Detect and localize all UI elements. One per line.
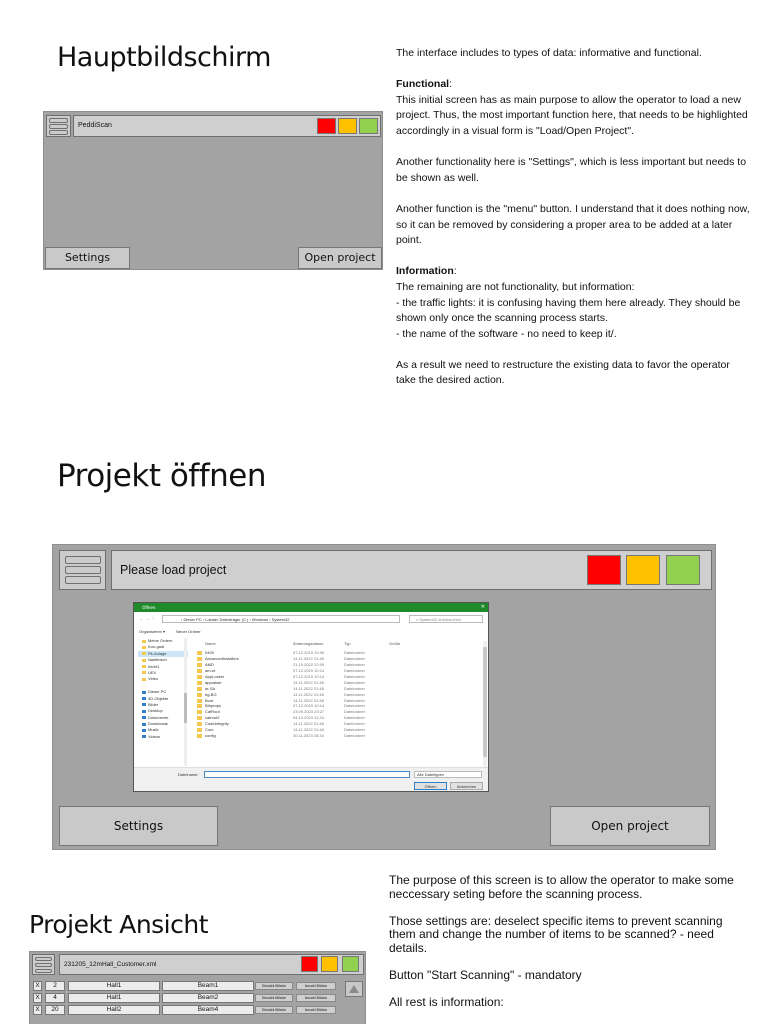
folder-icon — [142, 646, 146, 649]
dialog-toolbar — [139, 629, 211, 634]
nav-pane-item-label: Video — [148, 676, 159, 682]
new-folder-button[interactable]: Neuer Ordner — [176, 629, 201, 634]
note-start-scanning: Button "Start Scanning" - mandatory — [389, 967, 582, 982]
folder-icon — [197, 687, 202, 691]
nav-pane-item-label: Desktop — [148, 708, 163, 714]
file-type: Dateiordner — [344, 661, 365, 667]
note-functional — [396, 77, 752, 139]
folder-icon — [142, 659, 146, 662]
file-name: Boot — [205, 697, 214, 703]
nav-pane-item-label: 3D-Objekte — [148, 695, 169, 701]
hall-cell: Hall1 — [68, 981, 160, 991]
folder-icon — [197, 699, 202, 703]
block-count-button[interactable]: Anzahl Blöcke — [296, 982, 336, 990]
view-blocks-button[interactable]: Einsicht Blöcke — [255, 982, 293, 990]
note-settings: Another functionality here is "Settings", which is less important but needs to be shown as well. — [396, 156, 747, 184]
block-count-button[interactable]: Anzahl Blöcke — [296, 994, 336, 1002]
dialog-cancel-button[interactable]: Abbrechen — [450, 782, 483, 790]
main-screen-mockup — [43, 111, 383, 270]
note-info-line1: The remaining are not functionality, but information: — [396, 280, 635, 293]
note-menu: Another function is the "menu" button. I understand that it does nothing now, so it can be removed by considering a proper area to be added at a later point. — [396, 202, 750, 247]
nav-pane-item-label: Pk-Anlage — [148, 650, 167, 656]
file-name: CodeIntegrity — [205, 721, 229, 727]
file-date: 07.12.2019 10:14 — [293, 667, 325, 673]
traffic-light-amber — [626, 555, 660, 585]
open-file-dialog — [133, 602, 489, 792]
file-date: 04.10.2023 11:34 — [293, 715, 324, 721]
drive-icon — [142, 697, 146, 700]
folder-icon — [142, 665, 146, 668]
file-name: Com — [205, 727, 214, 733]
hamburger-icon — [35, 969, 52, 973]
nav-pane-item-label: Kun-gadt — [148, 644, 165, 650]
navigation-pane — [138, 638, 188, 766]
column-type[interactable]: Typ — [344, 641, 351, 646]
column-size[interactable]: Größe — [389, 641, 401, 646]
note-functional-suffix: : — [449, 78, 453, 91]
file-date: 14.11.2022 21:48 — [293, 679, 324, 685]
file-type: Dateiordner — [344, 721, 365, 727]
drive-icon — [142, 691, 146, 694]
drive-icon — [142, 729, 146, 732]
nav-pane-item-label: Videos — [148, 733, 161, 739]
hamburger-icon — [35, 963, 52, 967]
file-name: AMD — [205, 661, 214, 667]
file-date: 30.11.2023 15:34 — [293, 733, 324, 739]
dialog-footer — [134, 767, 488, 792]
note-intro: The interface includes to types of data: informative and functional. — [396, 47, 702, 59]
view-blocks-button[interactable]: Einsicht Blöcke — [255, 1006, 293, 1014]
drive-icon — [142, 710, 146, 713]
folder-icon — [197, 657, 202, 661]
folder-icon — [197, 681, 202, 685]
drive-icon — [142, 735, 146, 738]
file-date: 07.12.2019 10:14 — [293, 703, 325, 709]
file-type: Dateiordner — [344, 733, 365, 739]
address-bar — [134, 615, 488, 624]
row-checkbox[interactable]: X — [33, 981, 42, 991]
column-name[interactable]: Name — [205, 641, 216, 646]
note-info-suffix: : — [453, 265, 457, 278]
nav-pane-item-label: Nadfleisch — [148, 657, 167, 663]
menu-button[interactable] — [46, 115, 71, 137]
beam-cell: Beam4 — [162, 1005, 254, 1015]
file-name: bg-BG — [205, 691, 217, 697]
organize-button[interactable]: Organisieren ▾ — [139, 629, 166, 634]
folder-icon — [197, 722, 202, 726]
beam-cell: Beam2 — [162, 993, 254, 1003]
section-title-open-project: Projekt öffnen — [57, 458, 266, 494]
dialog-open-button[interactable]: Öffnen — [414, 782, 447, 790]
folder-icon — [197, 704, 202, 708]
note-purpose: The purpose of this screen is to allow the operator to make some neccessary seting before the scanning process. — [389, 873, 734, 901]
row-checkbox[interactable]: X — [33, 1005, 42, 1015]
file-date: 14.11.2022 21:48 — [293, 685, 324, 691]
folder-icon — [197, 734, 202, 738]
file-type: Dateiordner — [344, 709, 365, 715]
settings-button[interactable]: Settings — [59, 806, 218, 846]
section-title-main-screen: Hauptbildschirm — [57, 42, 271, 73]
file-type: Dateiordner — [344, 715, 365, 721]
file-row[interactable] — [194, 733, 484, 739]
traffic-light-red — [587, 555, 621, 585]
folder-icon — [197, 710, 202, 714]
hall-cell: Hall1 — [68, 993, 160, 1003]
file-list — [194, 650, 484, 739]
traffic-light-amber — [338, 118, 357, 134]
drive-icon — [142, 716, 146, 719]
open-project-mockup — [52, 544, 716, 850]
note-info-label: Information — [396, 265, 454, 278]
file-list-scrollbar[interactable] — [483, 641, 487, 767]
file-name: AdvancedInstallers — [205, 655, 239, 661]
file-date: 21.10.2022 22:09 — [293, 661, 325, 667]
nav-scrollbar[interactable] — [184, 638, 187, 766]
file-name: Bthprops — [205, 703, 222, 709]
note-settings-detail: Those settings are: deselect specific items to prevent scanning them and change the number of items to be scanned? - need details. — [389, 913, 723, 955]
open-project-button[interactable]: Open project — [550, 806, 710, 846]
folder-icon — [197, 651, 202, 655]
file-date: 14.11.2022 21:48 — [293, 655, 324, 661]
item-count-field[interactable]: 2 — [45, 981, 65, 991]
nav-pane-item-label: Dokumente — [148, 714, 169, 720]
note-functional-text: This initial screen has as main purpose to allow the operator to load a new project. Thus, the most important function here, that needs to be highlighted accordingly in a visual form is "Load/Open Project". — [396, 93, 748, 137]
note-info-line2: - the traffic lights: it is confusing having them here already. They should be shown only once the scanning process starts. — [396, 296, 741, 325]
settings-button[interactable]: Settings — [45, 247, 130, 269]
file-name: catroot2 — [205, 715, 220, 721]
folder-icon — [197, 663, 202, 667]
file-date: 14.11.2022 21:48 — [293, 697, 324, 703]
nav-pane-item-label: UEV — [148, 669, 157, 675]
note-information-rest: All rest is information: — [389, 994, 504, 1009]
note-functional-label: Functional — [396, 78, 450, 91]
filetype-select[interactable]: Alle Dateitypen — [414, 771, 482, 778]
file-type: Dateiordner — [344, 697, 365, 703]
close-icon[interactable]: ✕ — [480, 604, 485, 610]
hamburger-icon — [49, 124, 67, 129]
view-blocks-button[interactable]: Einsicht Blöcke — [255, 994, 293, 1002]
folder-icon — [142, 640, 146, 643]
section-title-project-view: Projekt Ansicht — [29, 910, 209, 939]
item-count-field[interactable]: 4 — [45, 993, 65, 1003]
project-view-mockup — [29, 951, 366, 1024]
beam-cell: Beam1 — [162, 981, 254, 991]
menu-button[interactable] — [32, 954, 55, 975]
note-result: As a result we need to restructure the existing data to favor the operator take the desired action. — [396, 358, 730, 387]
hall-cell: Hall2 — [68, 1005, 160, 1015]
file-name: CatRoot — [205, 709, 220, 715]
file-type: Dateiordner — [344, 679, 365, 685]
load-project-status: Please load project — [111, 550, 712, 590]
folder-icon — [142, 678, 146, 681]
open-project-button[interactable]: Open project — [298, 247, 382, 269]
project-file-name: 231205_12mHall_Customer.xml — [59, 954, 364, 975]
folder-icon — [197, 693, 202, 697]
folder-icon — [197, 675, 202, 679]
nav-pane-item-label: Meine Ordern — [148, 638, 173, 643]
search-input[interactable]: ⌕ System32 durchsuchen — [409, 615, 483, 623]
file-type: Dateiordner — [344, 691, 365, 697]
nav-pane-item-label: Bilder — [148, 701, 159, 707]
filename-input[interactable] — [204, 771, 410, 778]
file-date: 23.09.2023 23:27 — [293, 709, 325, 715]
file-type: Dateiordner — [344, 703, 365, 709]
traffic-light-green — [666, 555, 700, 585]
traffic-light-red — [317, 118, 336, 134]
item-count-field[interactable]: 20 — [45, 1005, 65, 1015]
file-type: Dateiordner — [344, 667, 365, 673]
file-list-header — [194, 641, 484, 647]
traffic-light-red — [301, 956, 318, 972]
traffic-light-amber — [321, 956, 338, 972]
nav-pane-item-label: Downloads — [148, 721, 168, 727]
file-type: Dateiordner — [344, 650, 365, 655]
file-date: 07.12.2019 15:00 — [293, 650, 325, 655]
block-count-button[interactable]: Anzahl Blöcke — [296, 1006, 336, 1014]
filename-label: Dateiname: — [178, 772, 199, 777]
folder-icon — [142, 671, 146, 674]
path-breadcrumb[interactable]: › Dieser PC › Lokaler Datenträger (C:) › Windows › System32 — [162, 615, 400, 623]
hamburger-icon — [65, 566, 101, 574]
file-name: AppLocker — [205, 673, 225, 679]
row-checkbox[interactable]: X — [33, 993, 42, 1003]
scroll-up-button[interactable] — [345, 981, 363, 997]
file-type: Dateiordner — [344, 655, 365, 661]
traffic-light-green — [342, 956, 359, 972]
file-name: appraiser — [205, 679, 222, 685]
nav-pane-item-label: Intürt1 — [148, 663, 160, 669]
notes-main-screen — [396, 46, 752, 405]
hamburger-icon — [35, 957, 52, 961]
file-name: am-et — [205, 667, 216, 673]
traffic-light-green — [359, 118, 378, 134]
note-information — [396, 264, 752, 342]
hamburger-icon — [65, 556, 101, 564]
nav-pane-item-label: Musik — [148, 727, 159, 733]
nav-pane-item[interactable] — [138, 734, 188, 740]
file-name: ar-SA — [205, 685, 216, 691]
note-info-line3: - the name of the software - no need to keep it/. — [396, 327, 617, 340]
file-type: Dateiordner — [344, 685, 365, 691]
app-name: PeddiScan — [73, 115, 381, 137]
drive-icon — [142, 723, 146, 726]
nav-pane-item-label: Dieser PC — [148, 689, 167, 695]
menu-button[interactable] — [59, 550, 106, 590]
file-name: config — [205, 733, 216, 739]
folder-icon — [197, 716, 202, 720]
nav-arrows-icon[interactable]: ← → ↑ — [139, 616, 155, 622]
folder-icon — [142, 652, 146, 655]
folder-icon — [197, 669, 202, 673]
dialog-title: Öffnen — [142, 605, 156, 610]
file-date: 14.11.2022 21:48 — [293, 727, 324, 733]
dialog-title-bar — [134, 603, 488, 612]
file-name: 0409 — [205, 650, 214, 655]
triangle-up-icon — [349, 985, 359, 993]
file-type: Dateiordner — [344, 727, 365, 733]
file-date: 07.12.2019 10:14 — [293, 673, 325, 679]
column-date[interactable]: Änderungsdatum — [293, 641, 324, 646]
hamburger-icon — [49, 118, 67, 123]
file-date: 14.11.2022 21:48 — [293, 691, 324, 697]
notes-project-view — [389, 874, 749, 1023]
hamburger-icon — [65, 576, 101, 584]
file-type: Dateiordner — [344, 673, 365, 679]
hamburger-icon — [49, 130, 67, 135]
file-date: 14.11.2022 21:48 — [293, 721, 324, 727]
drive-icon — [142, 703, 146, 706]
folder-icon — [197, 728, 202, 732]
